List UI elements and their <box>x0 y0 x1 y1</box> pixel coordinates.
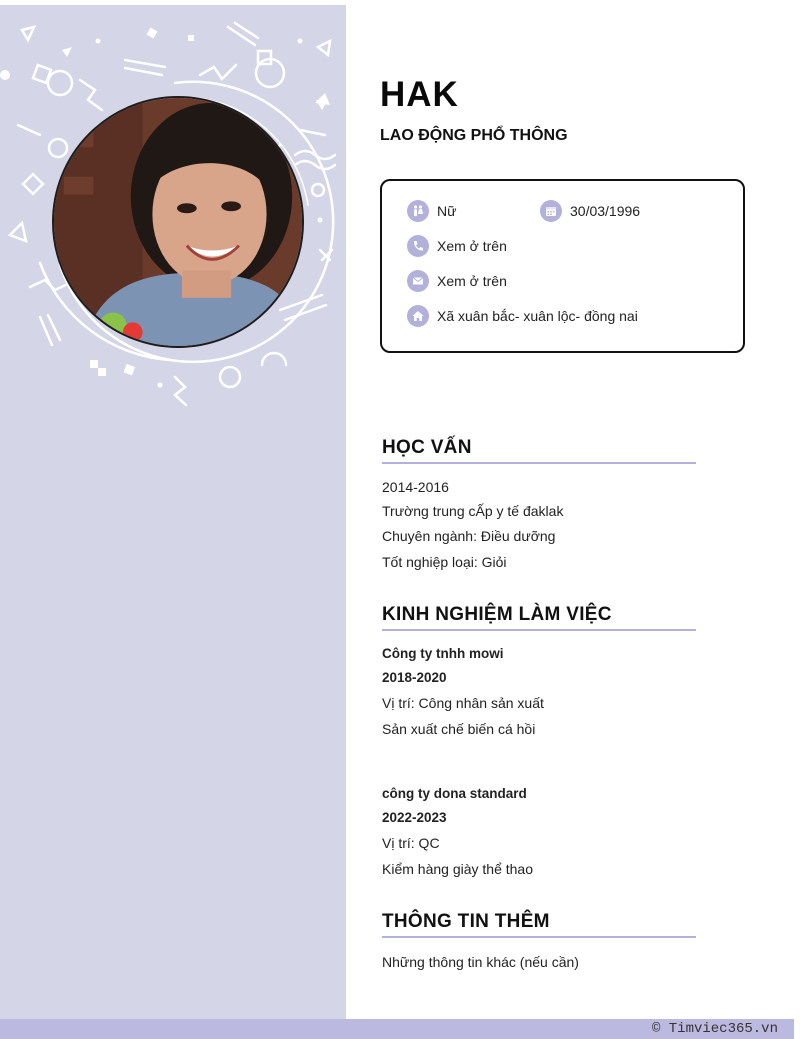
job-description: Sản xuất chế biến cá hồi <box>382 721 536 737</box>
home-icon <box>407 305 429 327</box>
cv-page <box>0 5 800 1039</box>
experience-title: KINH NGHIỆM LÀM VIỆC <box>382 604 612 625</box>
contact-info-box <box>380 179 745 353</box>
address-row <box>407 305 638 327</box>
additional-divider <box>382 936 696 938</box>
experience-divider <box>382 629 696 631</box>
job-role: Vị trí: QC <box>382 835 440 851</box>
birthday-row <box>540 200 640 222</box>
phone-value: Xem ở trên <box>437 238 507 254</box>
candidate-name: HAK <box>380 75 459 114</box>
education-major: Chuyên ngành: Điều dưỡng <box>382 528 556 544</box>
sidebar <box>0 5 346 1019</box>
job-company: Công ty tnhh mowi <box>382 646 504 661</box>
additional-title: THÔNG TIN THÊM <box>382 911 550 932</box>
job-company: công ty dona standard <box>382 786 527 801</box>
job-period: 2018-2020 <box>382 670 447 685</box>
education-divider <box>382 462 696 464</box>
education-period: 2014-2016 <box>382 479 449 495</box>
job-period: 2022-2023 <box>382 810 447 825</box>
email-icon <box>407 270 429 292</box>
email-row <box>407 270 507 292</box>
address-value: Xã xuân bắc- xuân lộc- đồng nai <box>437 308 638 324</box>
job-role: Vị trí: Công nhân sản xuất <box>382 695 544 711</box>
email-value: Xem ở trên <box>437 273 507 289</box>
gender-value: Nữ <box>437 203 457 219</box>
birthday-value: 30/03/1996 <box>570 203 641 219</box>
gender-icon <box>407 200 429 222</box>
job-description: Kiểm hàng giày thể thao <box>382 861 533 877</box>
footer-copyright: © Timviec365.vn <box>651 1021 778 1037</box>
education-school: Trường trung cẤp y tế đaklak <box>382 503 564 519</box>
phone-row <box>407 235 507 257</box>
main-content <box>346 5 800 1019</box>
job-position: LAO ĐỘNG PHỔ THÔNG <box>380 127 568 144</box>
education-title: HỌC VẤN <box>382 437 472 458</box>
phone-icon <box>407 235 429 257</box>
additional-text: Những thông tin khác (nếu cần) <box>382 954 579 970</box>
profile-photo <box>52 96 304 348</box>
calendar-icon <box>540 200 562 222</box>
education-grade: Tốt nghiệp loại: Giỏi <box>382 554 507 570</box>
gender-row <box>407 200 456 222</box>
